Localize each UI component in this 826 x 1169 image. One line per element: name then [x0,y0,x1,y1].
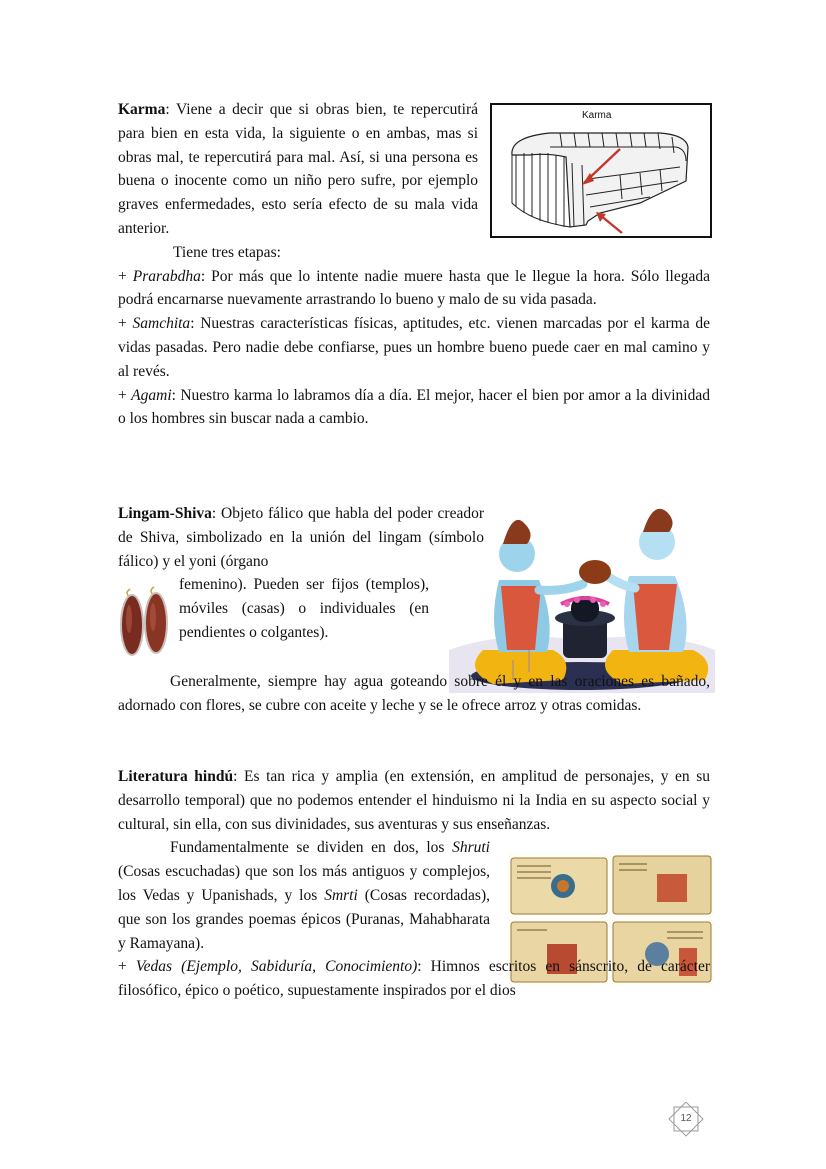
stage-name: Samchita [132,315,191,333]
literatura-paragraph: Literatura hindú: Es tan rica y amplia (en extensión, en amplitud de personajes, y en su desarrollo temporal) que no podemos entender el hinduismo ni la India en su aspecto social y cultural, sin ella, con sus divinidades, sus aventuras y sus enseñanzas. [118,768,711,833]
karma-figure-label: Karma [582,110,612,121]
karma-definition: : Viene a decir que si obras bien, te repercutirá para bien en esta vida, la siguiente o en ambas, mas si obras mal, te repercutirá para mal. Así, si una persona es buena o inocente como un niño pero sufre, por ejemplo graves enfermedades, esto sería efecto de su mala vida anterior. [118,101,478,237]
lingam-water: Generalmente, siempre hay agua goteando sobre él y en las oraciones es bañado, adornado con flores, se cubre con aceite y leche y se le ofrece arroz y otras comidas. [118,673,710,714]
stage-prarabdha: + Prarabdha: Por más que lo intente nadie muere hasta que le llegue la hora. Sólo llegada podrá encarnarse nuevamente arrastrando lo bueno y malo de su vida pasada. [118,267,711,309]
smrti-term: Smrti [324,886,358,904]
literatura-term: Literatura hindú [118,768,234,785]
shruti-term: Shruti [452,839,490,857]
vedas-paragraph: + Vedas (Ejemplo, Sabiduría, Conocimiento): Himnos escritos en sánscrito, de carácter filosófico, épico o poético, supuestamente inspirados por el dios [118,958,710,1000]
vedas-term: Vedas (Ejemplo, Sabiduría, Conocimiento) [135,958,418,976]
karma-section [118,98,710,431]
stage-name: Agami [131,386,172,404]
lingam-paragraph: Lingam-Shiva: Objeto fálico que habla del poder creador de Shiva, simbolizado en la unión del lingam (símbolo fálico) y el yoni (órgano [118,505,484,570]
karma-stages-intro: Tiene tres etapas: [173,243,281,261]
lingam-term: Lingam-Shiva [118,505,212,522]
stage-samchita: + Samchita: Nuestras características físicas, aptitudes, etc. vienen marcadas por el karma de vidas pasadas. Pero nadie debe confiarse, pues un hombre bueno puede caer en mal camino y al revés. [118,315,710,380]
literatura-division: Fundamentalmente se dividen en dos, los Shruti (Cosas escuchadas) que son los más antiguos y complejos, los Vedas y Upanishads, y los Smrti (Cosas recordadas), que son los grandes poemas épicos (Puranas, Mahabharata y Ramayana). [118,839,490,952]
literatura-section [118,765,710,1003]
lingam-paragraph-cont: femenino). Pueden ser fijos (templos), móviles (casas) o individuales (en pendientes o colgantes). [179,576,429,641]
page-number-badge [665,1102,707,1140]
stage-name: Prarabdha [132,267,201,285]
page-number: 12 [680,1113,692,1124]
karma-term: Karma [118,101,166,118]
karma-paragraph [118,98,478,241]
stage-agami: + Agami: Nuestro karma lo labramos día a día. El mejor, hacer el bien por amor a la divinidad o los hombres sin buscar nada a cambio. [118,386,710,428]
lingam-section [118,502,710,645]
